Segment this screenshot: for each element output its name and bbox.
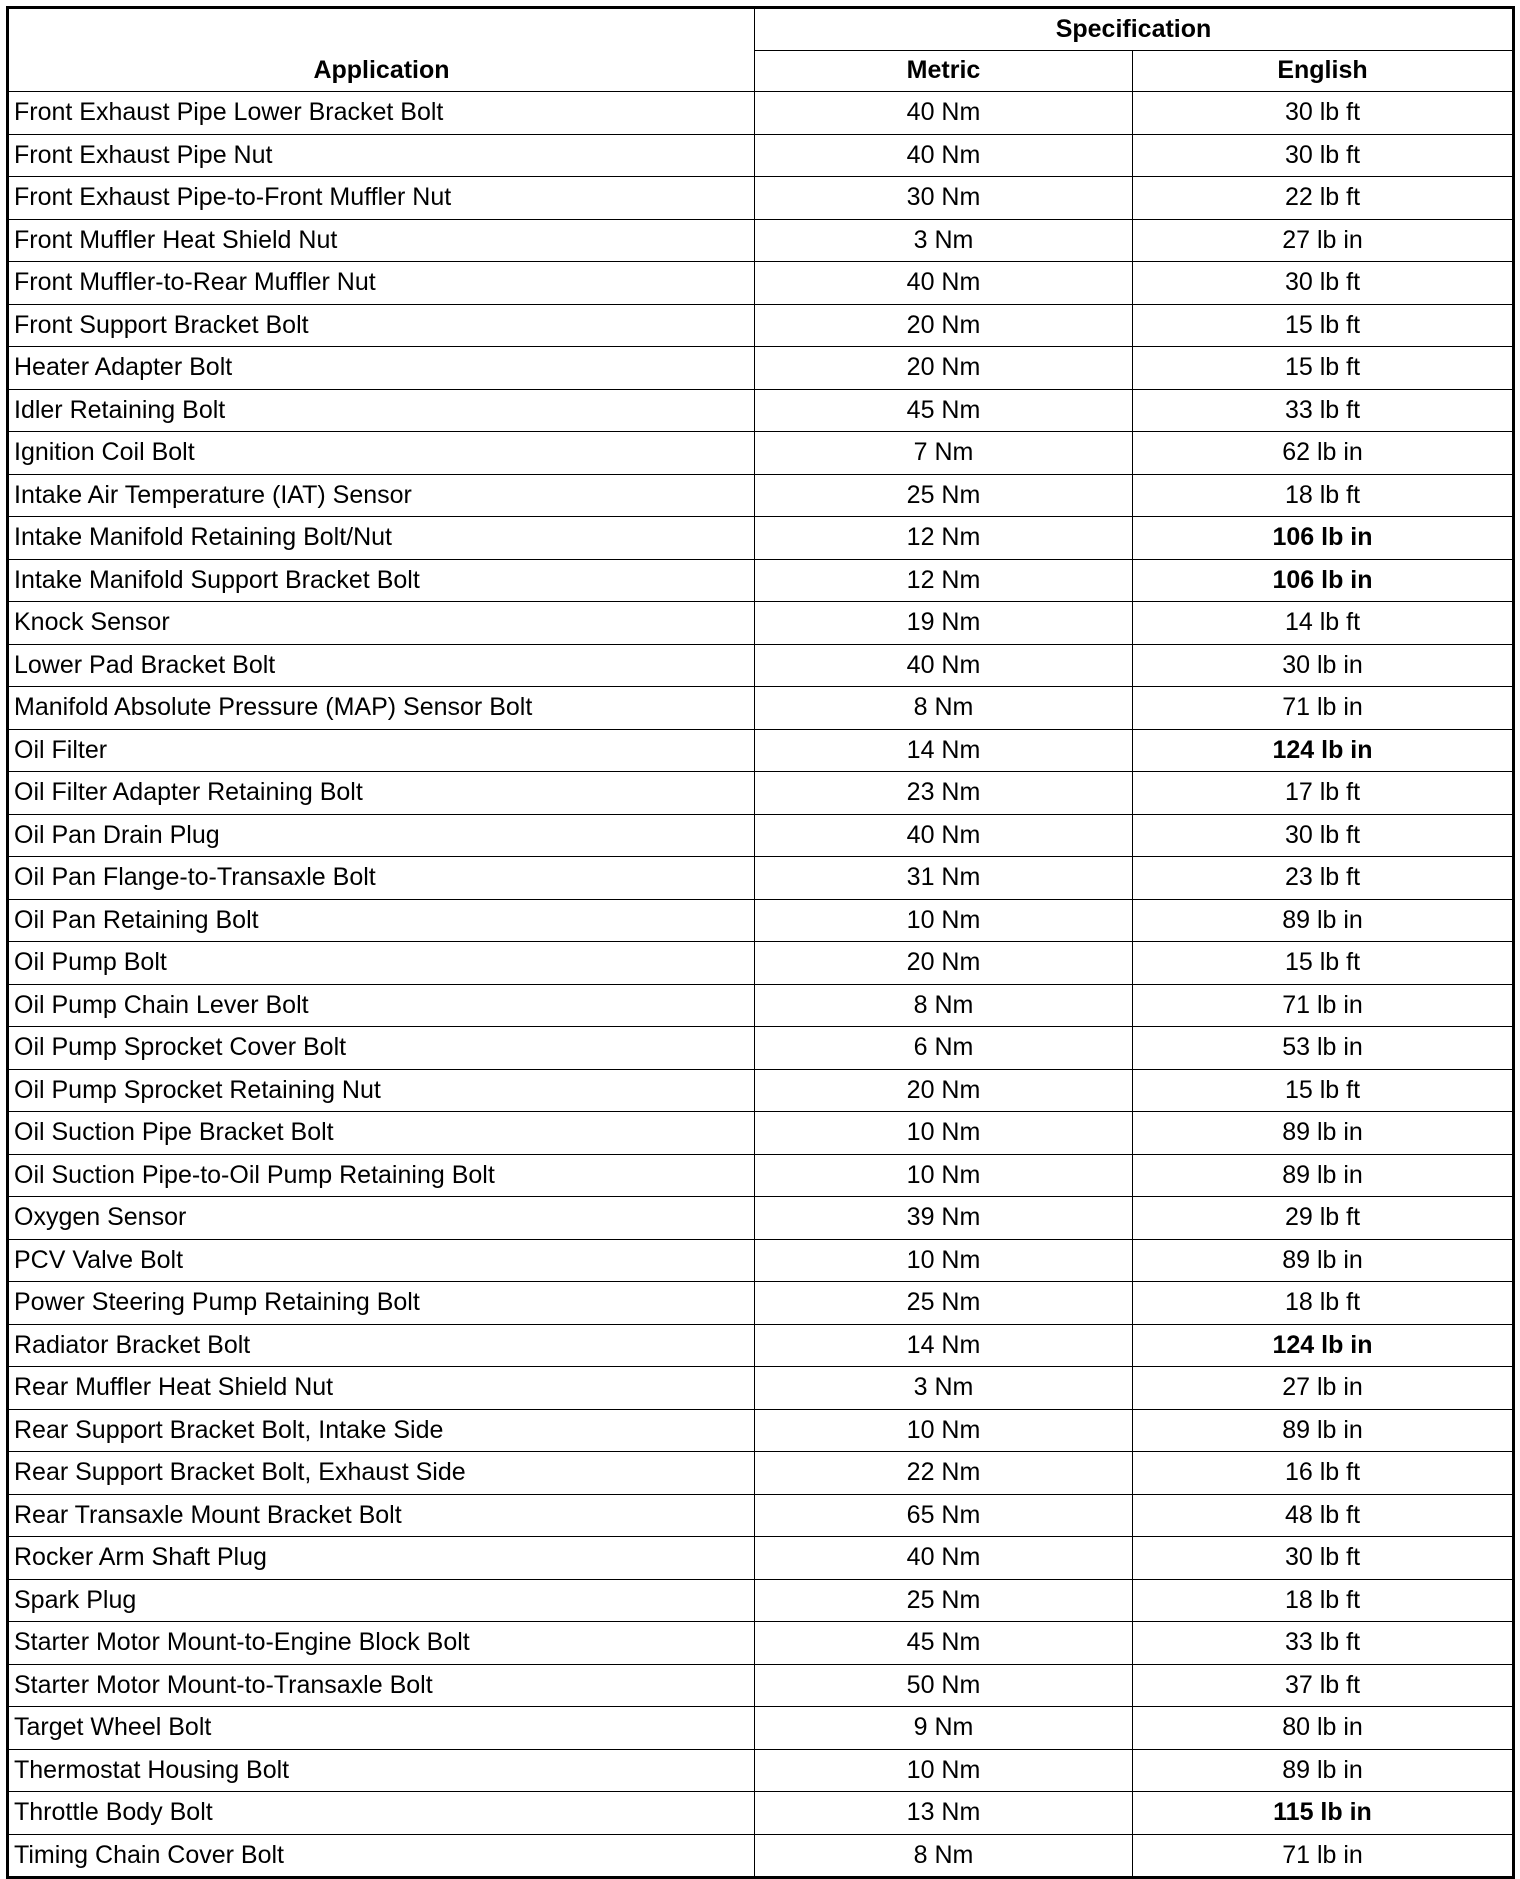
application-cell: Oil Pump Sprocket Retaining Nut	[8, 1069, 755, 1112]
application-cell: Lower Pad Bracket Bolt	[8, 644, 755, 687]
english-cell: 18 lb ft	[1133, 474, 1514, 517]
table-row	[8, 1282, 1514, 1325]
english-cell: 16 lb ft	[1133, 1452, 1514, 1495]
metric-cell: 3 Nm	[755, 219, 1133, 262]
metric-cell: 40 Nm	[755, 814, 1133, 857]
english-cell: 53 lb in	[1133, 1027, 1514, 1070]
metric-cell: 8 Nm	[755, 984, 1133, 1027]
english-cell: 30 lb ft	[1133, 134, 1514, 177]
application-cell: Power Steering Pump Retaining Bolt	[8, 1282, 755, 1325]
metric-cell: 25 Nm	[755, 474, 1133, 517]
english-cell: 29 lb ft	[1133, 1197, 1514, 1240]
metric-cell: 8 Nm	[755, 687, 1133, 730]
table-row	[8, 347, 1514, 390]
table-row	[8, 1664, 1514, 1707]
application-cell: Throttle Body Bolt	[8, 1792, 755, 1835]
english-cell: 18 lb ft	[1133, 1282, 1514, 1325]
table-row	[8, 1707, 1514, 1750]
application-cell: Rear Muffler Heat Shield Nut	[8, 1367, 755, 1410]
metric-cell: 39 Nm	[755, 1197, 1133, 1240]
table-row	[8, 1069, 1514, 1112]
english-cell: 48 lb ft	[1133, 1494, 1514, 1537]
english-cell: 106 lb in	[1133, 517, 1514, 560]
english-cell: 30 lb ft	[1133, 1537, 1514, 1580]
table-row	[8, 1367, 1514, 1410]
metric-cell: 10 Nm	[755, 1154, 1133, 1197]
table-row	[8, 1834, 1514, 1878]
english-cell: 14 lb ft	[1133, 602, 1514, 645]
metric-cell: 14 Nm	[755, 1324, 1133, 1367]
table-row	[8, 1452, 1514, 1495]
english-cell: 27 lb in	[1133, 1367, 1514, 1410]
application-cell: Rear Transaxle Mount Bracket Bolt	[8, 1494, 755, 1537]
table-row	[8, 687, 1514, 730]
application-cell: Rear Support Bracket Bolt, Exhaust Side	[8, 1452, 755, 1495]
application-cell: Oil Pump Bolt	[8, 942, 755, 985]
table-row	[8, 1749, 1514, 1792]
application-cell: Oil Filter	[8, 729, 755, 772]
metric-cell: 12 Nm	[755, 559, 1133, 602]
english-cell: 30 lb ft	[1133, 814, 1514, 857]
english-cell: 15 lb ft	[1133, 942, 1514, 985]
application-cell: Ignition Coil Bolt	[8, 432, 755, 475]
table-row	[8, 474, 1514, 517]
english-cell: 71 lb in	[1133, 687, 1514, 730]
english-cell: 30 lb ft	[1133, 92, 1514, 135]
metric-cell: 12 Nm	[755, 517, 1133, 560]
application-cell: Oil Suction Pipe-to-Oil Pump Retaining Bolt	[8, 1154, 755, 1197]
table-row	[8, 389, 1514, 432]
application-header: Application	[8, 8, 755, 92]
english-cell: 23 lb ft	[1133, 857, 1514, 900]
application-cell: Starter Motor Mount-to-Engine Block Bolt	[8, 1622, 755, 1665]
metric-cell: 25 Nm	[755, 1579, 1133, 1622]
metric-cell: 7 Nm	[755, 432, 1133, 475]
application-cell: Front Exhaust Pipe Nut	[8, 134, 755, 177]
application-cell: Intake Manifold Support Bracket Bolt	[8, 559, 755, 602]
table-row	[8, 984, 1514, 1027]
english-cell: 80 lb in	[1133, 1707, 1514, 1750]
application-cell: Knock Sensor	[8, 602, 755, 645]
metric-cell: 23 Nm	[755, 772, 1133, 815]
table-row	[8, 262, 1514, 305]
english-cell: 124 lb in	[1133, 1324, 1514, 1367]
english-cell: 89 lb in	[1133, 1239, 1514, 1282]
application-cell: Oil Pan Flange-to-Transaxle Bolt	[8, 857, 755, 900]
english-cell: 30 lb ft	[1133, 262, 1514, 305]
english-cell: 37 lb ft	[1133, 1664, 1514, 1707]
metric-cell: 30 Nm	[755, 177, 1133, 220]
table-row	[8, 1622, 1514, 1665]
english-cell: 89 lb in	[1133, 1409, 1514, 1452]
application-cell: Spark Plug	[8, 1579, 755, 1622]
english-cell: 27 lb in	[1133, 219, 1514, 262]
english-cell: 89 lb in	[1133, 899, 1514, 942]
metric-cell: 40 Nm	[755, 1537, 1133, 1580]
table-row	[8, 1112, 1514, 1155]
table-row	[8, 1537, 1514, 1580]
metric-cell: 40 Nm	[755, 644, 1133, 687]
english-cell: 30 lb in	[1133, 644, 1514, 687]
english-header: English	[1133, 50, 1514, 92]
application-cell: PCV Valve Bolt	[8, 1239, 755, 1282]
metric-cell: 8 Nm	[755, 1834, 1133, 1878]
application-cell: Oxygen Sensor	[8, 1197, 755, 1240]
english-cell: 89 lb in	[1133, 1154, 1514, 1197]
application-cell: Manifold Absolute Pressure (MAP) Sensor Bolt	[8, 687, 755, 730]
metric-cell: 13 Nm	[755, 1792, 1133, 1835]
metric-cell: 40 Nm	[755, 134, 1133, 177]
application-cell: Intake Air Temperature (IAT) Sensor	[8, 474, 755, 517]
metric-cell: 6 Nm	[755, 1027, 1133, 1070]
table-row	[8, 432, 1514, 475]
metric-cell: 3 Nm	[755, 1367, 1133, 1410]
table-row	[8, 644, 1514, 687]
metric-cell: 10 Nm	[755, 1749, 1133, 1792]
metric-cell: 50 Nm	[755, 1664, 1133, 1707]
metric-cell: 45 Nm	[755, 1622, 1133, 1665]
english-cell: 15 lb ft	[1133, 347, 1514, 390]
table-row	[8, 1409, 1514, 1452]
english-cell: 89 lb in	[1133, 1749, 1514, 1792]
metric-cell: 9 Nm	[755, 1707, 1133, 1750]
table-row	[8, 942, 1514, 985]
torque-spec-sheet	[6, 6, 1512, 1879]
metric-cell: 25 Nm	[755, 1282, 1133, 1325]
table-row	[8, 857, 1514, 900]
metric-cell: 45 Nm	[755, 389, 1133, 432]
table-row	[8, 1197, 1514, 1240]
application-cell: Rocker Arm Shaft Plug	[8, 1537, 755, 1580]
metric-cell: 20 Nm	[755, 304, 1133, 347]
english-cell: 106 lb in	[1133, 559, 1514, 602]
table-row	[8, 772, 1514, 815]
metric-cell: 19 Nm	[755, 602, 1133, 645]
application-cell: Heater Adapter Bolt	[8, 347, 755, 390]
english-cell: 89 lb in	[1133, 1112, 1514, 1155]
application-cell: Front Exhaust Pipe-to-Front Muffler Nut	[8, 177, 755, 220]
metric-header: Metric	[755, 50, 1133, 92]
application-cell: Oil Pump Chain Lever Bolt	[8, 984, 755, 1027]
metric-cell: 10 Nm	[755, 1239, 1133, 1282]
application-cell: Rear Support Bracket Bolt, Intake Side	[8, 1409, 755, 1452]
english-cell: 18 lb ft	[1133, 1579, 1514, 1622]
metric-cell: 40 Nm	[755, 92, 1133, 135]
metric-cell: 22 Nm	[755, 1452, 1133, 1495]
table-row	[8, 177, 1514, 220]
application-cell: Idler Retaining Bolt	[8, 389, 755, 432]
table-row	[8, 899, 1514, 942]
english-cell: 124 lb in	[1133, 729, 1514, 772]
english-cell: 15 lb ft	[1133, 304, 1514, 347]
english-cell: 115 lb in	[1133, 1792, 1514, 1835]
metric-cell: 20 Nm	[755, 942, 1133, 985]
table-row	[8, 517, 1514, 560]
metric-cell: 10 Nm	[755, 899, 1133, 942]
application-cell: Target Wheel Bolt	[8, 1707, 755, 1750]
table-header	[8, 8, 1514, 92]
metric-cell: 10 Nm	[755, 1409, 1133, 1452]
table-row	[8, 602, 1514, 645]
application-cell: Timing Chain Cover Bolt	[8, 1834, 755, 1878]
application-cell: Radiator Bracket Bolt	[8, 1324, 755, 1367]
english-cell: 15 lb ft	[1133, 1069, 1514, 1112]
metric-cell: 20 Nm	[755, 347, 1133, 390]
metric-cell: 65 Nm	[755, 1494, 1133, 1537]
application-cell: Thermostat Housing Bolt	[8, 1749, 755, 1792]
table-row	[8, 1324, 1514, 1367]
specification-header: Specification	[755, 8, 1514, 51]
english-cell: 17 lb ft	[1133, 772, 1514, 815]
application-cell: Starter Motor Mount-to-Transaxle Bolt	[8, 1664, 755, 1707]
table-row	[8, 1027, 1514, 1070]
english-cell: 33 lb ft	[1133, 389, 1514, 432]
header-row-top	[8, 8, 1514, 51]
english-cell: 71 lb in	[1133, 1834, 1514, 1878]
english-cell: 71 lb in	[1133, 984, 1514, 1027]
english-cell: 33 lb ft	[1133, 1622, 1514, 1665]
metric-cell: 40 Nm	[755, 262, 1133, 305]
table-row	[8, 1239, 1514, 1282]
application-cell: Oil Pan Drain Plug	[8, 814, 755, 857]
table-row	[8, 1494, 1514, 1537]
table-row	[8, 92, 1514, 135]
table-row	[8, 1154, 1514, 1197]
application-cell: Front Support Bracket Bolt	[8, 304, 755, 347]
english-cell: 22 lb ft	[1133, 177, 1514, 220]
application-cell: Intake Manifold Retaining Bolt/Nut	[8, 517, 755, 560]
application-cell: Front Muffler-to-Rear Muffler Nut	[8, 262, 755, 305]
fastener-torque-table	[6, 6, 1515, 1879]
table-row	[8, 559, 1514, 602]
table-row	[8, 814, 1514, 857]
english-cell: 62 lb in	[1133, 432, 1514, 475]
table-row	[8, 1579, 1514, 1622]
metric-cell: 10 Nm	[755, 1112, 1133, 1155]
metric-cell: 31 Nm	[755, 857, 1133, 900]
table-row	[8, 219, 1514, 262]
table-body	[8, 92, 1514, 1878]
table-row	[8, 1792, 1514, 1835]
metric-cell: 14 Nm	[755, 729, 1133, 772]
table-row	[8, 729, 1514, 772]
application-cell: Oil Pan Retaining Bolt	[8, 899, 755, 942]
metric-cell: 20 Nm	[755, 1069, 1133, 1112]
application-cell: Front Exhaust Pipe Lower Bracket Bolt	[8, 92, 755, 135]
table-row	[8, 304, 1514, 347]
application-cell: Front Muffler Heat Shield Nut	[8, 219, 755, 262]
application-cell: Oil Filter Adapter Retaining Bolt	[8, 772, 755, 815]
table-row	[8, 134, 1514, 177]
application-cell: Oil Pump Sprocket Cover Bolt	[8, 1027, 755, 1070]
application-cell: Oil Suction Pipe Bracket Bolt	[8, 1112, 755, 1155]
